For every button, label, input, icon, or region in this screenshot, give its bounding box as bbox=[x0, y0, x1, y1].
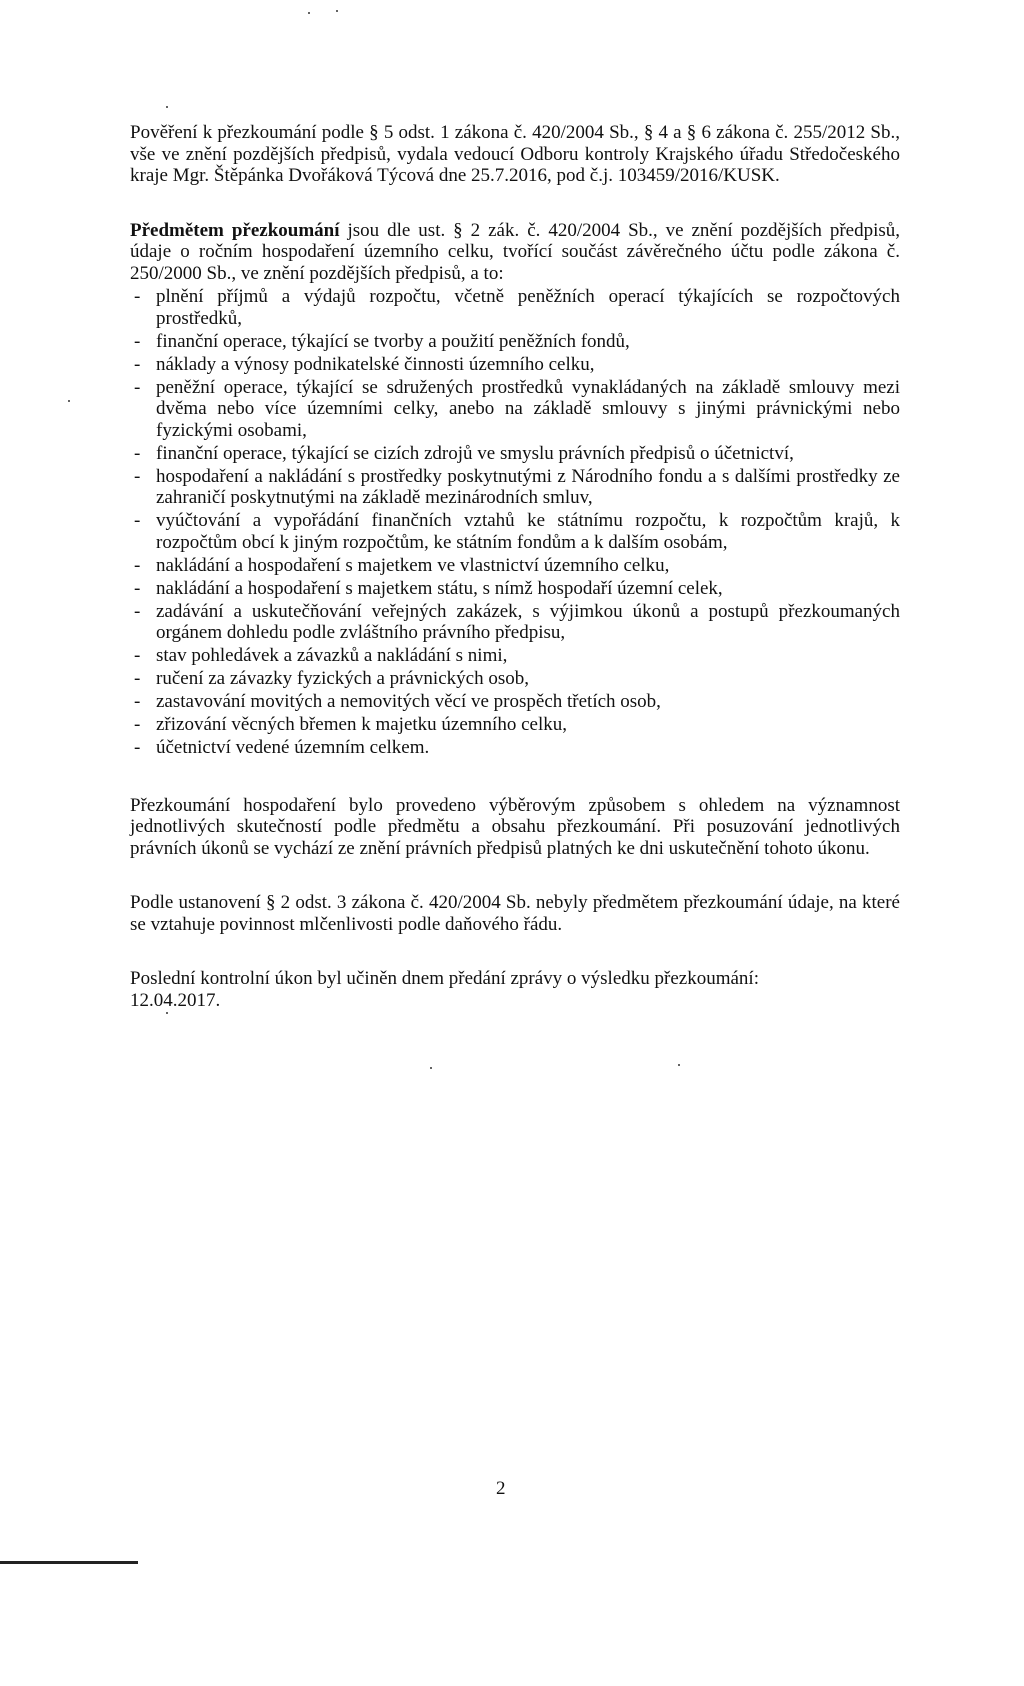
list-item bbox=[130, 691, 900, 713]
list-item-text: zřizování věcných břemen k majetku územního celku, bbox=[156, 714, 567, 735]
list-dash: - bbox=[134, 691, 141, 712]
list-item-text: účetnictví vedené územním celkem. bbox=[156, 737, 430, 758]
list-item bbox=[130, 737, 900, 759]
list-item-text: finanční operace, týkající se cizích zdrojů ve smyslu právních předpisů o účetnictví, bbox=[156, 442, 794, 464]
list-dash: - bbox=[134, 600, 141, 622]
list-item-text: finanční operace, týkající se tvorby a použití peněžních fondů, bbox=[156, 330, 630, 352]
list-dash: - bbox=[134, 668, 141, 689]
list-item-text: peněžní operace, týkající se sdružených prostředků vynakládaných na základě smlouvy mezi dvěma nebo více územními celky, anebo na základě smlouvy s jinými právnickými nebo fyzickými osobami, bbox=[156, 376, 900, 441]
list-item bbox=[130, 466, 900, 509]
list-item-text: ručení za závazky fyzických a právnických osob, bbox=[156, 668, 529, 689]
list-item bbox=[130, 714, 900, 736]
last-action-text: Poslední kontrolní úkon byl učiněn dnem předání zprávy o výsledku přezkoumání: bbox=[130, 968, 759, 989]
subject-items-list bbox=[130, 286, 900, 759]
list-dash: - bbox=[134, 510, 141, 531]
scan-speck bbox=[430, 1067, 432, 1069]
list-dash: - bbox=[134, 442, 141, 464]
list-dash: - bbox=[134, 645, 141, 666]
list-item bbox=[130, 645, 900, 667]
list-item bbox=[130, 354, 900, 376]
list-dash: - bbox=[134, 465, 141, 487]
list-item bbox=[130, 555, 900, 577]
list-item bbox=[130, 377, 900, 442]
list-item-text: zadávání a uskutečňování veřejných zakázek, s výjimkou úkonů a postupů přezkoumaných orgánem dohledu podle zvláštního právního předpisu, bbox=[156, 600, 900, 643]
last-action-date: 12.04.2017. bbox=[130, 989, 221, 1011]
page-number: 2 bbox=[496, 1478, 506, 1499]
list-item bbox=[130, 443, 900, 465]
last-action-paragraph bbox=[130, 968, 900, 1011]
list-item bbox=[130, 286, 900, 329]
list-dash: - bbox=[134, 330, 141, 352]
list-item-text: plnění příjmů a výdajů rozpočtu, včetně peněžních operací týkajících se rozpočtových prostředků, bbox=[156, 286, 900, 329]
authorization-paragraph: Pověření k přezkoumání podle § 5 odst. 1 zákona č. 420/2004 Sb., § 4 a § 6 zákona č. 255/2012 Sb., vše ve znění pozdějších předpisů, vydala vedoucí Odboru kontroly Krajského úřadu Středočeského kraje Mgr. Štěpánka Dvořáková Týcová dne 25.7.2016, pod č.j. 103459/2016/KUSK. bbox=[130, 122, 900, 186]
list-item bbox=[130, 578, 900, 600]
scan-speck bbox=[336, 10, 338, 12]
subject-intro: jsou dle ust. § 2 zák. č. 420/2004 Sb., ve znění pozdějších předpisů, údaje o ročním hospodaření územního celku, tvořící součást závěrečného účtu podle zákona č. 250/2000 Sb., ve znění pozdějších předpisů, a to: bbox=[130, 219, 901, 284]
scan-speck bbox=[166, 106, 168, 108]
scan-speck bbox=[678, 1064, 680, 1066]
list-item-text: nakládání a hospodaření s majetkem ve vlastnictví územního celku, bbox=[156, 554, 670, 576]
list-item-text: nakládání a hospodaření s majetkem státu, s nímž hospodaří územní celek, bbox=[156, 577, 723, 599]
list-dash: - bbox=[134, 353, 141, 375]
scan-speck bbox=[308, 12, 310, 14]
subject-paragraph bbox=[130, 220, 900, 285]
confidentiality-paragraph: Podle ustanovení § 2 odst. 3 zákona č. 420/2004 Sb. nebyly předmětem přezkoumání údaje, na které se vztahuje povinnost mlčenlivosti podle daňového řádu. bbox=[130, 892, 900, 935]
method-paragraph: Přezkoumání hospodaření bylo provedeno výběrovým způsobem s ohledem na významnost jednotlivých skutečností podle předmětu a obsahu přezkoumání. Při posuzování jednotlivých právních úkonů se vychází ze znění právních předpisů platných ke dni uskutečnění tohoto úkonu. bbox=[130, 794, 900, 859]
list-item-text: zastavování movitých a nemovitých věcí ve prospěch třetích osob, bbox=[156, 691, 661, 712]
list-item-text: hospodaření a nakládání s prostředky poskytnutými z Národního fondu a s dalšími prostředky ze zahraničí poskytnutými na základě mezinárodních smluv, bbox=[156, 465, 900, 508]
scan-edge-line bbox=[0, 1561, 138, 1564]
list-dash: - bbox=[134, 286, 141, 307]
scan-speck bbox=[68, 400, 70, 402]
list-dash: - bbox=[134, 714, 141, 735]
list-item bbox=[130, 331, 900, 353]
list-dash: - bbox=[134, 577, 141, 599]
scan-speck bbox=[166, 1012, 168, 1014]
list-item bbox=[130, 668, 900, 690]
list-item-text: náklady a výnosy podnikatelské činnosti územního celku, bbox=[156, 353, 595, 375]
list-dash: - bbox=[134, 554, 141, 576]
subject-heading: Předmětem přezkoumání bbox=[130, 219, 340, 241]
list-item bbox=[130, 601, 900, 644]
document-page bbox=[130, 122, 900, 1011]
list-dash: - bbox=[134, 737, 141, 758]
list-item-text: vyúčtování a vypořádání finančních vztahů ke státnímu rozpočtu, k rozpočtům krajů, k rozpočtům obcí k jiným rozpočtům, ke státním fondům a k dalším osobám, bbox=[156, 510, 900, 553]
list-item-text: stav pohledávek a závazků a nakládání s nimi, bbox=[156, 645, 508, 666]
list-dash: - bbox=[134, 376, 141, 398]
list-item bbox=[130, 510, 900, 553]
